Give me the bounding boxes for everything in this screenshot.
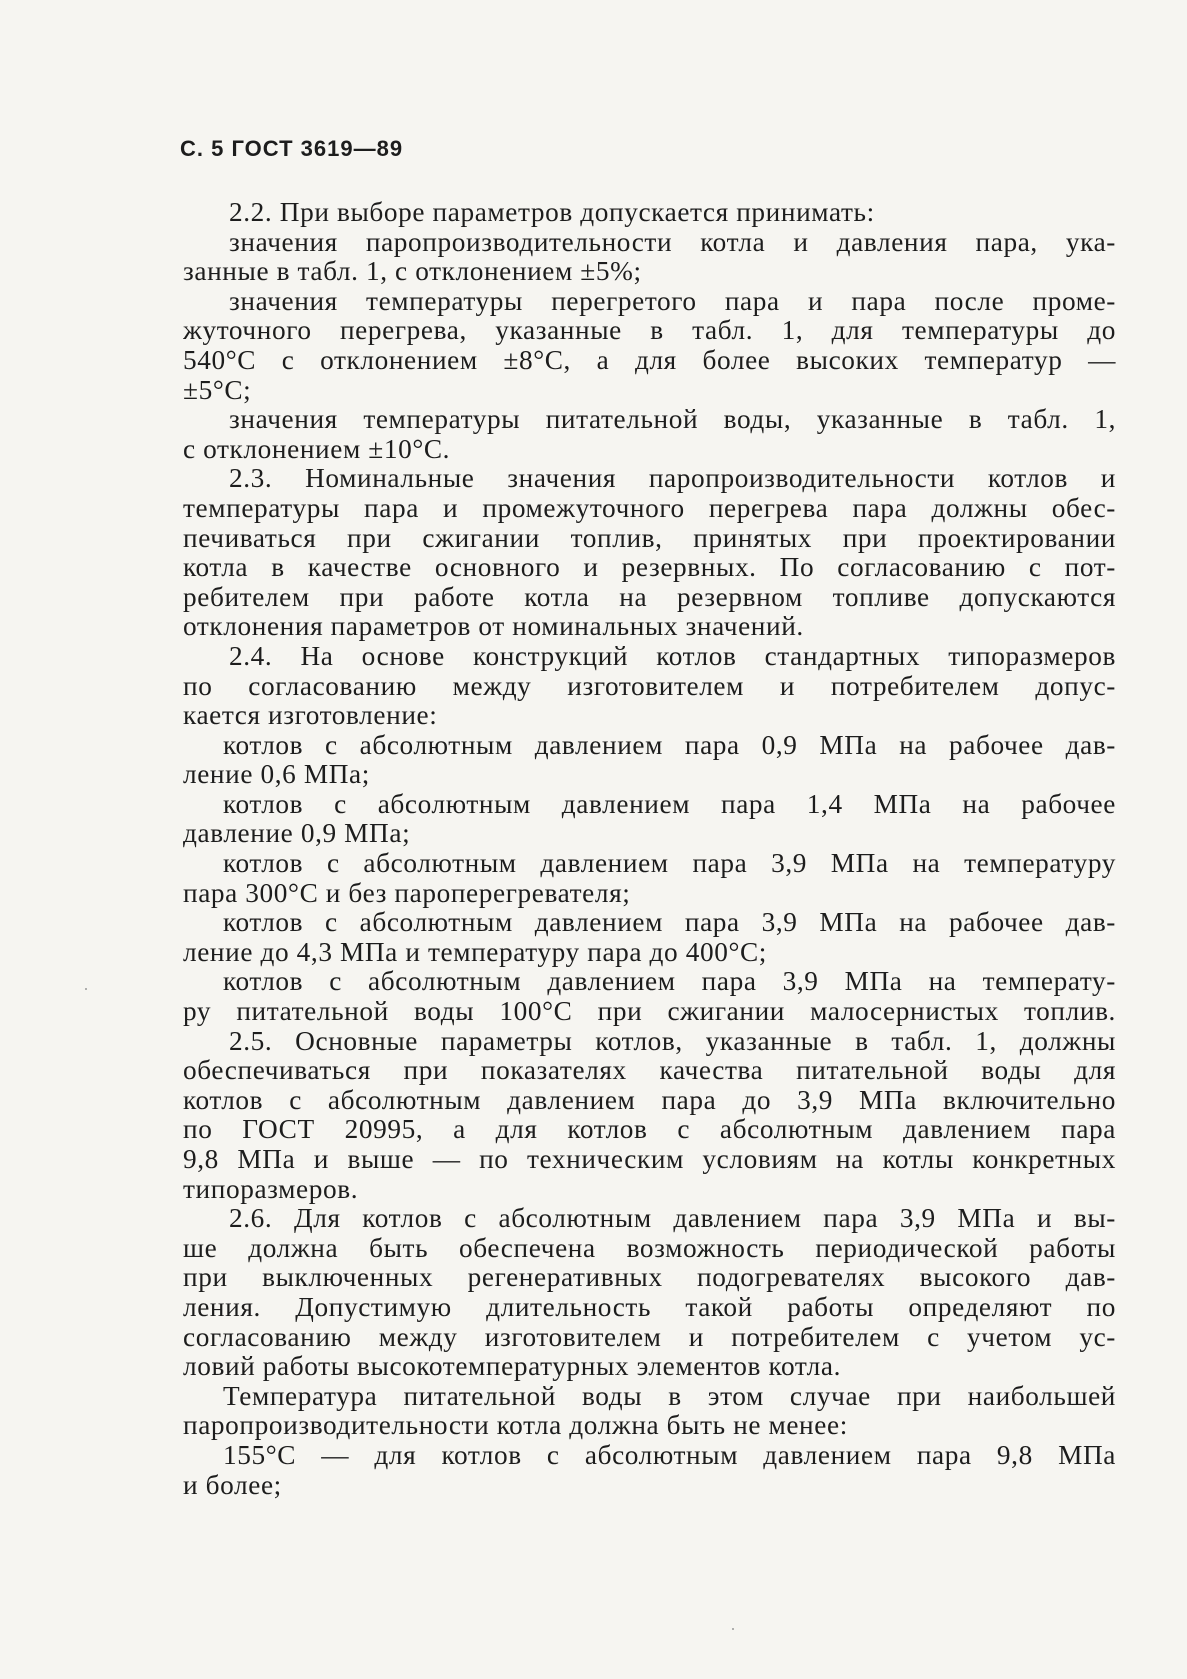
text-line: и более; bbox=[183, 1470, 282, 1500]
text-line: котлов с абсолютным давлением пара 1,4 МПа на рабочее bbox=[223, 789, 1116, 819]
text-line: жуточного перегрева, указанные в табл. 1, для температуры до bbox=[183, 316, 1116, 346]
text-line: по ГОСТ 20995, а для котлов с абсолютным давлением пара bbox=[183, 1115, 1116, 1145]
text-line: давление 0,9 МПа; bbox=[183, 819, 411, 849]
text-line: печиваться при сжигании топлив, принятых при проектировании bbox=[183, 523, 1116, 553]
text-line: значения температуры перегретого пара и пара после проме- bbox=[229, 286, 1116, 316]
text-line: обеспечиваться при показателях качества питательной воды для bbox=[183, 1056, 1116, 1086]
text-line: ру питательной воды 100°С при сжигании малосернистых топлив. bbox=[183, 997, 1116, 1027]
scan-speck bbox=[85, 988, 87, 990]
text-line: котлов с абсолютным давлением пара 0,9 МПа на рабочее дав- bbox=[223, 730, 1116, 760]
text-line: 2.3. Номинальные значения паропроизводительности котлов и bbox=[229, 464, 1116, 494]
scan-speck bbox=[732, 1628, 734, 1630]
text-line: занные в табл. 1, с отклонением ±5%; bbox=[183, 257, 642, 287]
text-line: ление 0,6 МПа; bbox=[183, 760, 370, 790]
text-line: температуры пара и промежуточного перегрева пара должны обес- bbox=[183, 493, 1116, 523]
text-line: 2.6. Для котлов с абсолютным давлением пара 3,9 МПа и вы- bbox=[229, 1204, 1116, 1234]
text-line: 155°С — для котлов с абсолютным давлением пара 9,8 МПа bbox=[223, 1440, 1116, 1470]
text-line: кается изготовление: bbox=[183, 701, 438, 731]
text-line: котлов с абсолютным давлением пара 3,9 МПа на температу- bbox=[223, 967, 1116, 997]
text-line: 540°С с отклонением ±8°С, а для более высоких температур — bbox=[183, 345, 1116, 375]
text-line: 2.5. Основные параметры котлов, указанные в табл. 1, должны bbox=[229, 1026, 1116, 1056]
text-line: паропроизводительности котла должна быть не менее: bbox=[183, 1411, 848, 1441]
text-line: по согласованию между изготовителем и потребителем допус- bbox=[183, 671, 1116, 701]
text-line: Температура питательной воды в этом случае при наибольшей bbox=[223, 1381, 1116, 1411]
text-line: ше должна быть обеспечена возможность периодической работы bbox=[183, 1233, 1116, 1263]
text-line: котла в качестве основного и резервных. По согласованию с пот- bbox=[183, 553, 1116, 583]
page-header: С. 5 ГОСТ 3619—89 bbox=[180, 136, 404, 161]
text-line: значения паропроизводительности котла и давления пара, ука- bbox=[229, 227, 1116, 257]
text-line: ребителем при работе котла на резервном топливе допускаются bbox=[183, 582, 1116, 612]
text-line: ±5°С; bbox=[183, 375, 252, 405]
body-text bbox=[183, 198, 1116, 1500]
text-line: при выключенных регенеративных подогревателях высокого дав- bbox=[183, 1263, 1116, 1293]
text-line: ления. Допустимую длительность такой работы определяют по bbox=[183, 1292, 1116, 1322]
text-line: котлов с абсолютным давлением пара 3,9 МПа на температуру bbox=[223, 849, 1116, 879]
text-line: котлов с абсолютным давлением пара до 3,9 МПа включительно bbox=[183, 1085, 1116, 1115]
text-line: значения температуры питательной воды, указанные в табл. 1, bbox=[229, 405, 1116, 435]
text-line: котлов с абсолютным давлением пара 3,9 МПа на рабочее дав- bbox=[223, 908, 1116, 938]
text-line: 2.4. На основе конструкций котлов стандартных типоразмеров bbox=[229, 641, 1116, 671]
text-line: ловий работы высокотемпературных элементов котла. bbox=[183, 1352, 842, 1382]
text-line: с отклонением ±10°С. bbox=[183, 434, 451, 464]
text-line: 2.2. При выборе параметров допускается принимать: bbox=[229, 198, 875, 227]
text-line: типоразмеров. bbox=[183, 1174, 359, 1204]
text-line: ление до 4,3 МПа и температуру пара до 400°С; bbox=[183, 937, 767, 967]
text-line: 9,8 МПа и выше — по техническим условиям на котлы конкретных bbox=[183, 1145, 1116, 1174]
text-line: согласованию между изготовителем и потребителем с учетом ус- bbox=[183, 1322, 1116, 1352]
text-line: отклонения параметров от номинальных значений. bbox=[183, 612, 804, 642]
text-line: пара 300°С и без пароперегревателя; bbox=[183, 878, 631, 908]
